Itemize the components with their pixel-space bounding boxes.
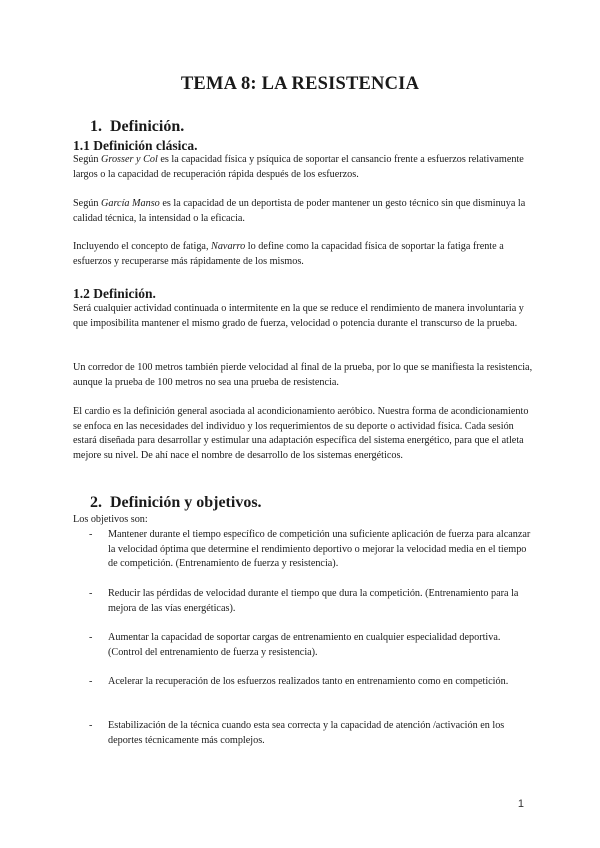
author-name: Grosser y Col: [101, 154, 158, 165]
list-item: [89, 719, 535, 748]
list-item-text: Aumentar la capacidad de soportar cargas de entrenamiento en cualquier especialidad deportiva. (Control del entrenamiento de fuerza y resistencia).: [108, 632, 501, 658]
list-item: [89, 587, 535, 616]
paragraph-corredor: Un corredor de 100 metros también pierde velocidad al final de la prueba, por lo que se manifiesta la resistencia, aunque la prueba de 100 metros no sea una prueba de resistencia.: [73, 362, 533, 388]
list-item-text: Estabilización de la técnica cuando esta sea correcta y la capacidad de atención /activación en los deportes técnicamente más complejos.: [108, 720, 505, 746]
paragraph-text: es la capacidad de un deportista de poder mantener un gesto técnico sin que disminuya la calidad técnica, la intensidad o la eficacia.: [73, 198, 526, 224]
section-2-heading: [90, 494, 262, 512]
subsection-1-1-heading: 1.1 Definición clásica.: [73, 138, 198, 153]
author-name: García Manso: [101, 198, 160, 209]
document-title: TEMA 8: LA RESISTENCIA: [180, 74, 420, 94]
bullet-dash: -: [89, 632, 93, 643]
paragraph-text: Incluyendo el concepto de fatiga,: [73, 241, 212, 252]
list-item-text: Reducir las pérdidas de velocidad durante el tiempo que dura la competición. (Entrenamiento para la mejora de las vías energéticas).: [108, 588, 519, 614]
list-item: [89, 528, 535, 572]
page-number: 1: [517, 798, 524, 810]
list-item-text: Mantener durante el tiempo específico de competición una suficiente aplicación de fuerza para alcanzar la velocidad óptima que determine el rendimiento deportivo o mejorar la velocidad media en el tiempo de competición. (Entrenamiento de fuerza y resistencia).: [108, 529, 531, 569]
paragraph-text: es la capacidad física y psíquica de soportar el cansancio frente a esfuerzos relativamente largos o la capacidad de recuperación rápida después de los esfuerzos.: [73, 154, 524, 180]
list-item: [89, 675, 535, 690]
paragraph-cardio: El cardio es la definición general asociada al acondicionamiento aeróbico. Nuestra forma de acondicionamiento se enfoca en las necesidades del individuo y los requerimientos de su deporte o actividad física. Cada sesión estará diseñada para desarrollar y estimular una adaptación específica del sistema energético, para que el atleta mejore su nivel. De ahí nace el nombre de desarrollo de los sistemas energéticos.: [73, 406, 529, 461]
paragraph-grosser: [73, 153, 535, 182]
objectives-intro: Los objetivos son:: [73, 514, 148, 525]
author-name: Navarro: [211, 241, 246, 252]
list-item: [89, 631, 535, 660]
bullet-dash: -: [89, 529, 93, 540]
section-2-number: 2.: [90, 494, 102, 511]
paragraph-definition: Será cualquier actividad continuada o intermitente en la que se reduce el rendimiento de manera involuntaria y que imposibilita mantener el mismo grado de fuerza, velocidad o potencia durante el transcurso de la prueba.: [73, 303, 524, 329]
bullet-dash: -: [89, 588, 93, 599]
paragraph-navarro: [73, 240, 535, 269]
bullet-dash: -: [89, 720, 93, 731]
bullet-dash: -: [89, 676, 93, 687]
list-item-text: Acelerar la recuperación de los esfuerzos realizados tanto en entrenamiento como en competición.: [108, 676, 509, 687]
subsection-1-2-heading: 1.2 Definición.: [73, 286, 156, 301]
section-1-number: 1.: [90, 118, 102, 135]
paragraph-text: Según: [73, 198, 102, 209]
paragraph-text: lo define como la capacidad física de soportar la fatiga frente a esfuerzos y recuperarse más rápidamente de los mismos.: [73, 241, 504, 267]
section-1-heading: [90, 118, 184, 136]
paragraph-garcia-manso: [73, 197, 535, 226]
section-2-title: Definición y objetivos.: [110, 494, 262, 511]
paragraph-text: Según: [73, 154, 102, 165]
section-1-title: Definición.: [110, 118, 185, 135]
